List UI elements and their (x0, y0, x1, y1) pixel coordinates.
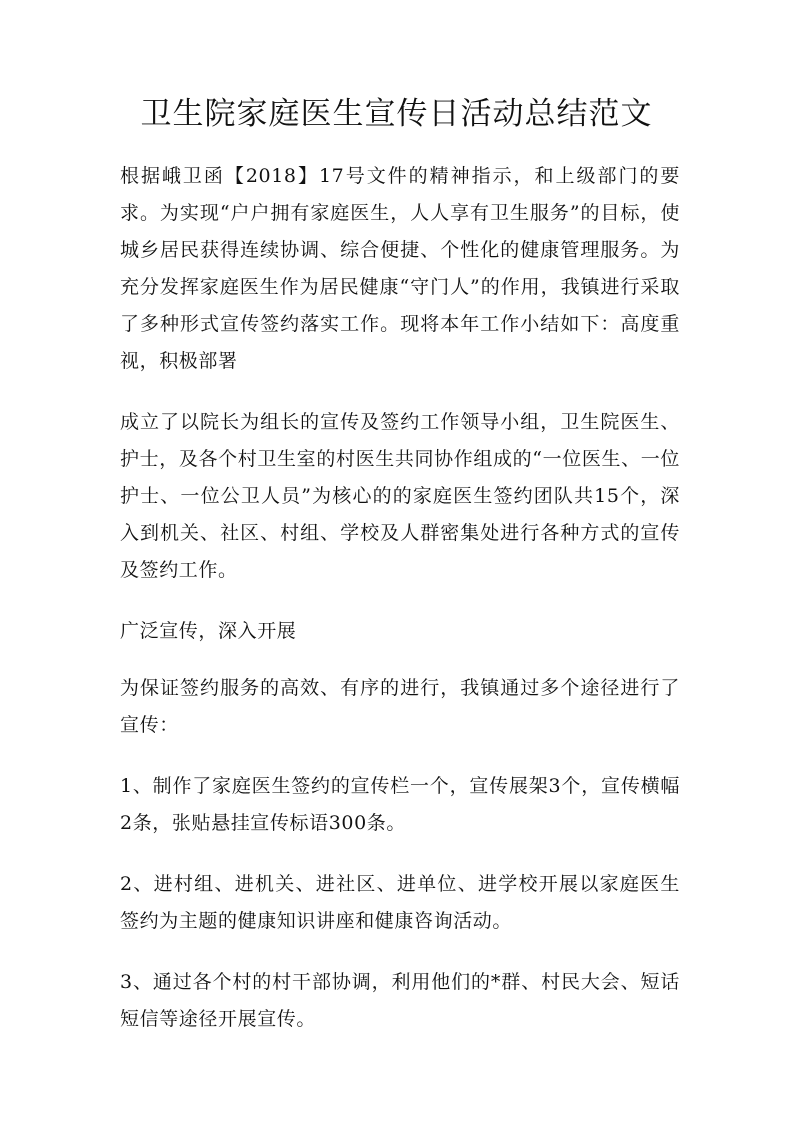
list-item-1: 1、制作了家庭医生签约的宣传栏一个，宣传展架3个，宣传横幅2条，张贴悬挂宣传标语300条。 (120, 775, 680, 834)
document-body (120, 158, 680, 1062)
document-title: 卫生院家庭医生宣传日活动总结范文 (140, 96, 653, 132)
list-item-3: 3、通过各个村的村干部协调，利用他们的*群、村民大会、短话短信等途径开展宣传。 (120, 971, 680, 1030)
list-item-2: 2、进村组、进机关、进社区、进单位、进学校开展以家庭医生签约为主题的健康知识讲座和健康咨询活动。 (120, 873, 680, 932)
paragraph-team: 成立了以院长为组长的宣传及签约工作领导小组，卫生院医生、护士，及各个村卫生室的村医生共同协作组成的“一位医生、一位护士、一位公卫人员”为核心的的家庭医生签约团队共15个，深入到机关、社区、村组、学校及人群密集处进行各种方式的宣传及签约工作。 (120, 411, 680, 581)
section-heading-publicity: 广泛宣传，深入开展 (120, 620, 297, 642)
paragraph-intro: 根据峨卫函【2018】17号文件的精神指示，和上级部门的要求。为实现“户户拥有家庭医生，人人享有卫生服务”的目标，使城乡居民获得连续协调、综合便捷、个性化的健康管理服务。为充分发挥家庭医生作为居民健康“守门人”的作用，我镇进行采取了多种形式宣传签约落实工作。现将本年工作小结如下：高度重视，积极部署 (120, 165, 680, 372)
paragraph-publicity-intro: 为保证签约服务的高效、有序的进行，我镇通过多个途径进行了宣传： (120, 677, 680, 736)
